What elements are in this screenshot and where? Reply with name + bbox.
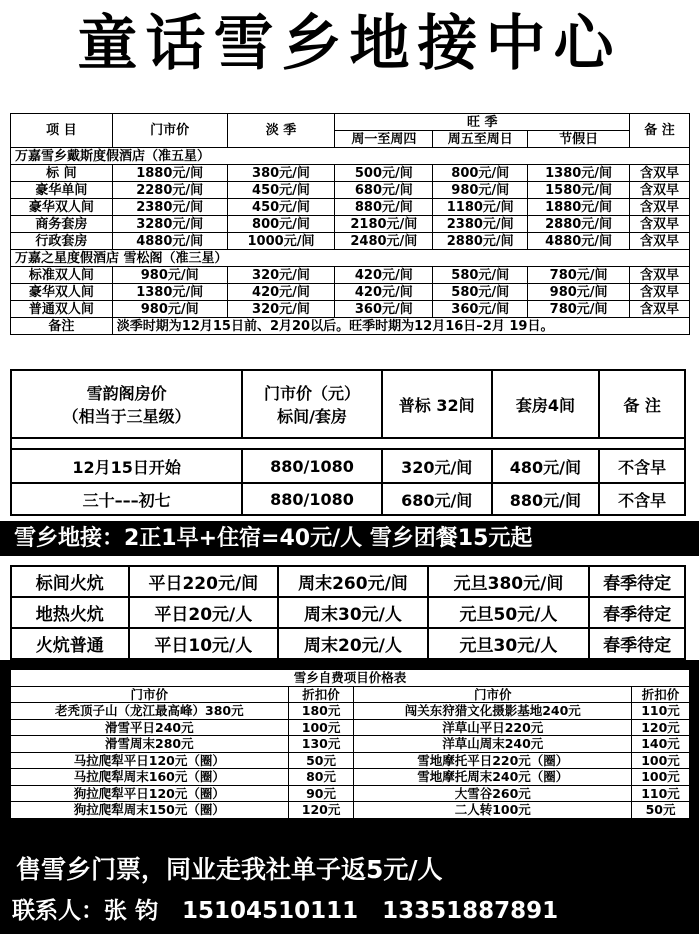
table-cell: 4880元/间: [112, 233, 227, 250]
table-cell: 360元/间: [433, 301, 528, 318]
table-row: [11, 752, 690, 769]
contact-label: 联系人：: [12, 898, 104, 924]
table-row: [11, 719, 690, 736]
table-cell: 420元/间: [227, 284, 335, 301]
table-cell: 春季待定: [589, 628, 685, 659]
table-cell: 420元/间: [335, 284, 433, 301]
table-row: [11, 216, 690, 233]
table-cell: 2180元/间: [335, 216, 433, 233]
table-cell: 120元: [632, 719, 690, 736]
table-cell: 1580元/间: [528, 182, 630, 199]
table-cell: 二人转100元: [354, 802, 632, 819]
table-row: [11, 267, 690, 284]
table-row: [11, 233, 690, 250]
table-row: [11, 182, 690, 199]
table-cell: 980元/间: [528, 284, 630, 301]
table-cell: 标 间: [11, 165, 113, 182]
contact-name: 张 钧: [104, 898, 159, 924]
hotel-section-header: 万嘉之星度假酒店 雪松阁（准三星）: [11, 250, 690, 267]
xueyun-price-table: [10, 369, 686, 516]
table-cell: 180元: [288, 703, 354, 720]
table-cell: 50元: [288, 752, 354, 769]
kang-price-table: [10, 565, 686, 660]
table-cell: 商务套房: [11, 216, 113, 233]
table-cell: 行政套房: [11, 233, 113, 250]
table-cell: 2880元/间: [528, 216, 630, 233]
header-item: 项 目: [11, 114, 113, 148]
xueyun-header-note: 备 注: [599, 370, 685, 438]
ticket-banner: 售雪乡门票，同业走我社单子返5元/人: [16, 855, 443, 884]
activity-header: 折扣价: [288, 686, 354, 703]
header-weekday: 周一至周四: [335, 131, 433, 148]
table-cell: 2480元/间: [335, 233, 433, 250]
xueyun-header-name: [11, 370, 242, 438]
hotel-price-table: [10, 113, 690, 335]
table-row: [11, 802, 690, 819]
table-cell: 360元/间: [335, 301, 433, 318]
table-cell: 120元: [288, 802, 354, 819]
table-cell: 平日10元/人: [129, 628, 279, 659]
activity-table-body: [11, 703, 690, 819]
table-cell: 含双早: [630, 233, 690, 250]
table-cell: 980元/间: [112, 301, 227, 318]
activity-header: 折扣价: [632, 686, 690, 703]
table-row: [11, 165, 690, 182]
table-cell: 380元/间: [227, 165, 335, 182]
table-cell: 580元/间: [433, 284, 528, 301]
hotel-table-body: [11, 148, 690, 318]
table-cell: 50元: [632, 802, 690, 819]
table-cell: 含双早: [630, 199, 690, 216]
xueyun-cell: 320元/间: [382, 449, 492, 483]
spacer-row: [11, 438, 685, 449]
table-cell: 800元/间: [433, 165, 528, 182]
table-cell: 580元/间: [433, 267, 528, 284]
header-holiday: 节假日: [528, 131, 630, 148]
table-row: [11, 199, 690, 216]
xueyun-cell: 不含早: [599, 483, 685, 515]
activity-table-title: 雪乡自费项目价格表: [11, 670, 690, 687]
table-cell: 地热火炕: [11, 597, 129, 628]
table-cell: 4880元/间: [528, 233, 630, 250]
hotel-section-header: 万嘉雪乡戴斯度假酒店（准五星）: [11, 148, 690, 165]
table-cell: 880元/间: [335, 199, 433, 216]
table-cell: 火炕普通: [11, 628, 129, 659]
table-cell: 2280元/间: [112, 182, 227, 199]
xueyun-cell: 480元/间: [492, 449, 600, 483]
activity-header: 门市价: [354, 686, 632, 703]
table-cell: 2880元/间: [433, 233, 528, 250]
table-cell: 1380元/间: [528, 165, 630, 182]
table-cell: 100元: [632, 769, 690, 786]
table-cell: 780元/间: [528, 267, 630, 284]
table-cell: 含双早: [630, 182, 690, 199]
table-cell: 马拉爬犁平日120元（圈）: [11, 752, 289, 769]
table-cell: 标间火炕: [11, 566, 129, 597]
table-row: [11, 703, 690, 720]
header-note: 备 注: [630, 114, 690, 148]
table-cell: 980元/间: [112, 267, 227, 284]
contact-line: [0, 892, 699, 930]
table-cell: 滑雪周末280元: [11, 736, 289, 753]
table-cell: 元旦380元/间: [428, 566, 589, 597]
table-cell: 780元/间: [528, 301, 630, 318]
table-cell: 雪地摩托周末240元（圈）: [354, 769, 632, 786]
table-cell: 2380元/间: [112, 199, 227, 216]
table-cell: 800元/间: [227, 216, 335, 233]
table-cell: 狗拉爬犁周末150元（圈）: [11, 802, 289, 819]
table-cell: 周末20元/人: [278, 628, 428, 659]
table-cell: 大雪谷260元: [354, 785, 632, 802]
table-cell: 滑雪平日240元: [11, 719, 289, 736]
header-low: 淡 季: [227, 114, 335, 148]
table-row: [11, 284, 690, 301]
table-cell: 680元/间: [335, 182, 433, 199]
table-cell: 80元: [288, 769, 354, 786]
table-cell: 100元: [288, 719, 354, 736]
contact-phone-1: 15104510111: [182, 898, 359, 924]
xueyun-header-name-line1: 雪韵阁房价: [86, 384, 167, 403]
table-cell: 老秃顶子山（龙江最高峰）380元: [11, 703, 289, 720]
table-cell: 标准双人间: [11, 267, 113, 284]
table-cell: 周末260元/间: [278, 566, 428, 597]
table-cell: 100元: [632, 752, 690, 769]
table-cell: 450元/间: [227, 199, 335, 216]
xueyun-header-suite: 套房4间: [492, 370, 600, 438]
table-cell: 1380元/间: [112, 284, 227, 301]
xueyun-header-rack-line1: 门市价（元）: [263, 384, 360, 403]
xueyun-cell: 680元/间: [382, 483, 492, 515]
table-cell: 闯关东狩猎文化摄影基地240元: [354, 703, 632, 720]
table-row: [11, 597, 685, 628]
table-cell: 110元: [632, 703, 690, 720]
table-cell: 洋草山周末240元: [354, 736, 632, 753]
activity-price-table: [10, 669, 690, 819]
table-cell: 含双早: [630, 301, 690, 318]
table-cell: 春季待定: [589, 597, 685, 628]
xueyun-header-rack: [242, 370, 382, 438]
kang-table-body: [11, 566, 685, 659]
table-cell: 含双早: [630, 284, 690, 301]
table-cell: 320元/间: [227, 267, 335, 284]
table-cell: 2380元/间: [433, 216, 528, 233]
xueyun-cell: 12月15日开始: [11, 449, 242, 483]
table-cell: 洋草山平日220元: [354, 719, 632, 736]
table-cell: 1880元/间: [112, 165, 227, 182]
table-cell: 500元/间: [335, 165, 433, 182]
xueyun-cell: 880/1080: [242, 449, 382, 483]
activity-header: 门市价: [11, 686, 289, 703]
xueyun-header-standard: 普标 32间: [382, 370, 492, 438]
xueyun-header-name-line2: （相当于三星级）: [62, 407, 191, 426]
table-row: [11, 785, 690, 802]
table-cell: 狗拉爬犁平日120元（圈）: [11, 785, 289, 802]
table-cell: 周末30元/人: [278, 597, 428, 628]
xueyun-header-rack-line2: 标间/套房: [277, 407, 347, 426]
contact-phone-2: 13351887891: [382, 898, 559, 924]
table-cell: 3280元/间: [112, 216, 227, 233]
table-row: [11, 301, 690, 318]
table-row: [11, 628, 685, 659]
page-title: 童话雪乡地接中心: [77, 9, 622, 79]
table-cell: 980元/间: [433, 182, 528, 199]
table-cell: 雪地摩托平日220元（圈）: [354, 752, 632, 769]
header-peak: 旺 季: [335, 114, 630, 131]
table-cell: 马拉爬犁周末160元（圈）: [11, 769, 289, 786]
table-cell: 元旦50元/人: [428, 597, 589, 628]
note-text: 淡季时期为12月15日前、2月20以后。旺季时期为12月16日–2月 19日。: [112, 318, 689, 335]
table-cell: 豪华双人间: [11, 284, 113, 301]
ground-service-banner: 雪乡地接：2正1早+住宿=40元/人 雪乡团餐15元起: [0, 521, 699, 556]
table-cell: 1000元/间: [227, 233, 335, 250]
table-cell: 420元/间: [335, 267, 433, 284]
table-cell: 320元/间: [227, 301, 335, 318]
header-rack: 门市价: [112, 114, 227, 148]
table-cell: 豪华单间: [11, 182, 113, 199]
table-row: [11, 769, 690, 786]
table-cell: 含双早: [630, 267, 690, 284]
table-cell: 豪华双人间: [11, 199, 113, 216]
xueyun-cell: 880/1080: [242, 483, 382, 515]
table-cell: 1880元/间: [528, 199, 630, 216]
table-cell: 春季待定: [589, 566, 685, 597]
table-cell: 140元: [632, 736, 690, 753]
table-cell: 平日20元/人: [129, 597, 279, 628]
header-weekend: 周五至周日: [433, 131, 528, 148]
xueyun-cell: 880元/间: [492, 483, 600, 515]
table-cell: 含双早: [630, 165, 690, 182]
table-cell: 元旦30元/人: [428, 628, 589, 659]
table-row: [11, 736, 690, 753]
xueyun-cell: 不含早: [599, 449, 685, 483]
table-cell: 130元: [288, 736, 354, 753]
table-cell: 450元/间: [227, 182, 335, 199]
table-cell: 110元: [632, 785, 690, 802]
xueyun-cell: 三十–––初七: [11, 483, 242, 515]
table-cell: 平日220元/间: [129, 566, 279, 597]
table-cell: 90元: [288, 785, 354, 802]
table-cell: 普通双人间: [11, 301, 113, 318]
table-cell: 1180元/间: [433, 199, 528, 216]
table-row: [11, 566, 685, 597]
note-label: 备注: [11, 318, 113, 335]
table-cell: 含双早: [630, 216, 690, 233]
